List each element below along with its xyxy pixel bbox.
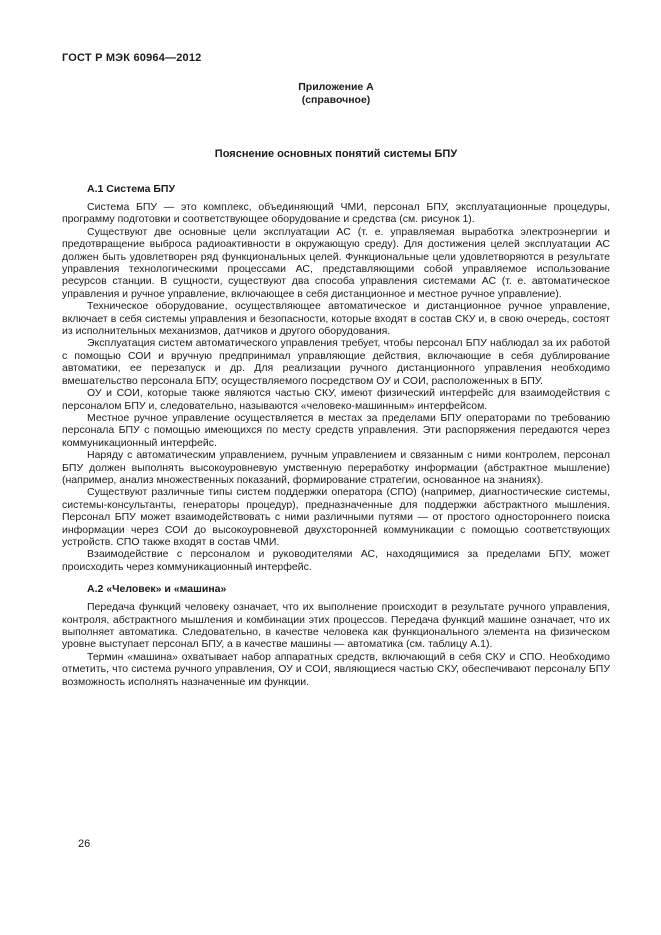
document-standard-code: ГОСТ Р МЭК 60964—2012 (62, 52, 202, 64)
section-a2-heading: А.2 «Человек» и «машина» (87, 583, 227, 596)
paragraph: Система БПУ — это комплекс, объединяющий ЧМИ, персонал БПУ, эксплуатационные процедуры, программу подготовки и соответствующее оборудование и средства (см. рисунок 1). (62, 201, 610, 226)
page-number: 26 (78, 838, 91, 850)
page-title: Пояснение основных понятий системы БПУ (214, 148, 458, 160)
paragraph: Существуют различные типы систем поддержки оператора (СПО) (например, диагностические системы, системы-консультанты, генераторы процедур), предназначенные для поддержки абстрактного мышления. Персонал БПУ может взаимодействовать с ними различными путями — от простого одностороннего поиска информации через СОИ до высокоуровневой двухсторонней коммуникации с помощью соответствующих устройств. СПО также входят в состав ЧМИ. (62, 486, 610, 548)
appendix-label: Приложение А (298, 81, 374, 93)
appendix-block (62, 81, 610, 106)
paragraph: Техническое оборудование, осуществляющее автоматическое и дистанционное ручное управление, включает в себя системы управления и безопасности, которые входят в состав СКУ и, в свою очередь, состоят из исполнительных механизмов, датчиков и другого оборудования. (62, 300, 610, 338)
paragraph: Эксплуатация систем автоматического управления требует, чтобы персонал БПУ наблюдал за их работой с помощью СОИ и вручную предпринимал управляющие действия, включающие в себя дублирование автоматики, ее перезапуск и др. Для реализации ручного дистанционного управления необходимо вмешательство персонала БПУ, осуществляемого посредством ОУ и СОИ, расположенных в БПУ. (62, 337, 610, 387)
section-a2 (62, 583, 610, 688)
section-a1 (62, 183, 610, 573)
section-a2-body (62, 601, 610, 688)
section-a1-body (62, 201, 610, 573)
paragraph: Наряду с автоматическим управлением, ручным управлением и связанным с ними контролем, персонал БПУ должен выполнять высокоуровневую умственную переработку информации (абстрактное мышление) (например, анализ множественных показаний, формирование стратегии, основанное на знаниях). (62, 449, 610, 486)
paragraph: Существуют две основные цели эксплуатации АС (т. е. управляемая выработка электроэнергии и предотвращение выброса радиоактивности в окружающую среду). Для достижения целей эксплуатации АС должен быть удовлетворен ряд функциональных целей. Функциональные цели удовлетворяются в результате управления технологическими процессами АС, представляющими собой управляемое использование ресурсов станции. В сущности, существуют два способа управления системами АС (т. е. автоматическое управления и ручное управление, включающее в себя дистанционное и местное ручное управление). (62, 225, 610, 300)
paragraph: Термин «машина» охватывает набор аппаратных средств, включающий в себя СКУ и СПО. Необходимо отметить, что система ручного управления, ОУ и СОИ, являющиеся частью СКУ, обеспечивают персоналу БПУ возможность исполнять назначенные им функции. (62, 650, 610, 688)
paragraph: Взаимодействие с персоналом и руководителями АС, находящимися за пределами БПУ, может происходить через коммуникационный интерфейс. (62, 548, 610, 573)
appendix-type: (справочное) (301, 93, 371, 106)
paragraph: ОУ и СОИ, которые также являются частью СКУ, имеют физический интерфейс для взаимодействия с персоналом БПУ и, следовательно, называются «человеко-машинным» интерфейсом. (62, 387, 610, 412)
paragraph: Местное ручное управление осуществляется в местах за пределами БПУ операторами по требованию персонала БПУ с помощью имеющихся по месту средств управления. Эти распоряжения передаются через коммуникационный интерфейс. (62, 411, 610, 449)
paragraph: Передача функций человеку означает, что их выполнение происходит в результате ручного управления, контроля, абстрактного мышления и комбинации этих процессов. Передача функций машине означает, что их выполняет автоматика. Следовательно, в качестве человека как функционального элемента на физическом уровне выступает персонал БПУ, а в качестве машины — автоматика (см. таблицу А.1). (62, 601, 610, 651)
section-a1-heading: А.1 Система БПУ (87, 183, 175, 195)
